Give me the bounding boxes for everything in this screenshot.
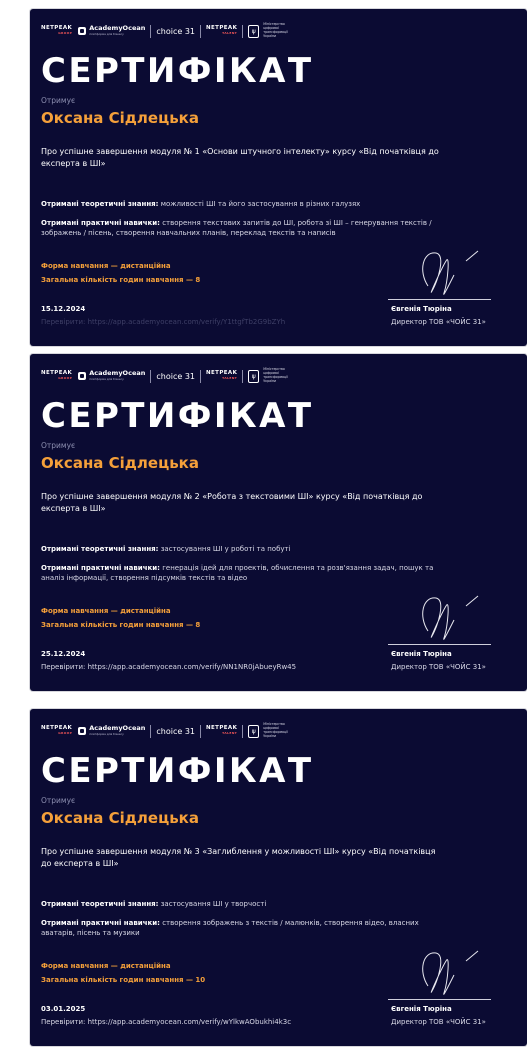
completion-text: Про успішне завершення модуля № 3 «Заглиблення у можливості ШІ» курсу «Від початківця до експерта в ШІ»: [41, 847, 436, 868]
practical-skills: Отримані практичні навички: генерація ідей для проектів, обчислення та розв'язання задач, пошук та аналіз інформації, створення підсумків текстів та відео: [41, 564, 434, 582]
issue-date: 25.12.2024: [41, 650, 86, 658]
divider: [150, 725, 151, 738]
ministry-logo: ψ Міністерство цифрової трансформації України: [248, 368, 297, 383]
recipient-name: Оксана Сідлецька: [41, 454, 199, 472]
academyocean-icon: [78, 372, 86, 380]
choice31-logo: choice 31: [156, 726, 196, 736]
recipient-label: Отримує: [41, 96, 76, 105]
divider: [200, 370, 201, 383]
recipient-name: Оксана Сідлецька: [41, 809, 199, 827]
practical-skills: Отримані практичні навички: створення текстових запитів до ШІ, робота зі ШІ – генерування текстів / зображень / пісень, створення навчальних планів, переклад текстів та написів: [41, 219, 432, 237]
academyocean-logo: AcademyOcean платформа для бізнесу: [78, 725, 145, 737]
signature-image: [388, 576, 493, 650]
signature-image: [388, 231, 493, 305]
theory-knowledge: Отримані теоретичні знання: застосування ШІ у роботі та побуті: [41, 545, 291, 553]
recipient-label: Отримує: [41, 796, 76, 805]
netpeak-logo: NETPEAK GROUP: [41, 370, 73, 380]
signer-role: Директор ТОВ «ЧОЙС 31»: [391, 318, 486, 326]
completion-text: Про успішне завершення модуля № 2 «Робота з текстовими ШІ» курсу «Від початківця до експерта в ШІ»: [41, 492, 423, 513]
netpeak-logo: NETPEAK GROUP: [41, 725, 73, 735]
theory-knowledge: Отримані теоретичні знання: можливості ШІ та його застосування в різних галузях: [41, 200, 361, 208]
recipient-name: Оксана Сідлецька: [41, 109, 199, 127]
divider: [242, 25, 243, 38]
academyocean-logo: AcademyOcean платформа для бізнесу: [78, 370, 145, 382]
trident-icon: ψ: [248, 25, 259, 38]
academyocean-logo: AcademyOcean платформа для бізнесу: [78, 25, 145, 37]
certificate-2: [30, 354, 527, 691]
netpeak-logo: NETPEAK GROUP: [41, 25, 73, 35]
study-form: Форма навчання — дистанційна: [41, 262, 171, 270]
netpeak-talent-logo: NETPEAK TALENT: [206, 725, 238, 735]
trident-icon: ψ: [248, 370, 259, 383]
partner-logos: [41, 365, 297, 387]
completion-text: Про успішне завершення модуля № 1 «Основи штучного інтелекту» курсу «Від початківця до експерта в ШІ»: [41, 147, 439, 168]
signature-image: [388, 931, 493, 1005]
certificate-3: [30, 709, 527, 1046]
netpeak-talent-logo: NETPEAK TALENT: [206, 25, 238, 35]
total-hours: Загальна кількість годин навчання — 10: [41, 976, 206, 984]
netpeak-talent-logo: NETPEAK TALENT: [206, 370, 238, 380]
total-hours: Загальна кількість годин навчання — 8: [41, 276, 201, 284]
divider: [150, 370, 151, 383]
partner-logos: [41, 20, 297, 42]
total-hours: Загальна кількість годин навчання — 8: [41, 621, 201, 629]
issue-date: 15.12.2024: [41, 305, 86, 313]
divider: [242, 725, 243, 738]
signature-line: [388, 299, 491, 300]
study-form: Форма навчання — дистанційна: [41, 607, 171, 615]
certificate-1: [30, 9, 527, 346]
signature-line: [388, 644, 491, 645]
ministry-logo: ψ Міністерство цифрової трансформації України: [248, 23, 297, 38]
signer-name: Євгенія Тюріна: [391, 1005, 452, 1013]
divider: [200, 25, 201, 38]
signer-role: Директор ТОВ «ЧОЙС 31»: [391, 1018, 486, 1026]
partner-logos: [41, 720, 297, 742]
signer-role: Директор ТОВ «ЧОЙС 31»: [391, 663, 486, 671]
divider: [200, 725, 201, 738]
choice31-logo: choice 31: [156, 26, 196, 36]
academyocean-icon: [78, 727, 86, 735]
signer-name: Євгенія Тюріна: [391, 305, 452, 313]
verify-link[interactable]: Перевірити: https://app.academyocean.com/verify/Y1ttgfTb2G9bZYh: [41, 318, 286, 326]
verify-link[interactable]: Перевірити: https://app.academyocean.com/verify/wYlkwAObukhi4k3c: [41, 1018, 292, 1026]
recipient-label: Отримує: [41, 441, 76, 450]
signer-name: Євгенія Тюріна: [391, 650, 452, 658]
certificate-title: СЕРТИФІКАТ: [41, 751, 314, 791]
trident-icon: ψ: [248, 725, 259, 738]
certificate-title: СЕРТИФІКАТ: [41, 396, 314, 436]
issue-date: 03.01.2025: [41, 1005, 86, 1013]
divider: [150, 25, 151, 38]
practical-skills: Отримані практичні навички: створення зображень з текстів / малюнків, створення відео, власних аватарів, пісень та музики: [41, 919, 419, 937]
certificate-title: СЕРТИФІКАТ: [41, 51, 314, 91]
choice31-logo: choice 31: [156, 371, 196, 381]
study-form: Форма навчання — дистанційна: [41, 962, 171, 970]
academyocean-icon: [78, 27, 86, 35]
verify-link[interactable]: Перевірити: https://app.academyocean.com/verify/NN1NR0jAbueyRw45: [41, 663, 297, 671]
theory-knowledge: Отримані теоретичні знання: застосування ШІ у творчості: [41, 900, 267, 908]
ministry-logo: ψ Міністерство цифрової трансформації України: [248, 723, 297, 738]
signature-line: [388, 999, 491, 1000]
divider: [242, 370, 243, 383]
